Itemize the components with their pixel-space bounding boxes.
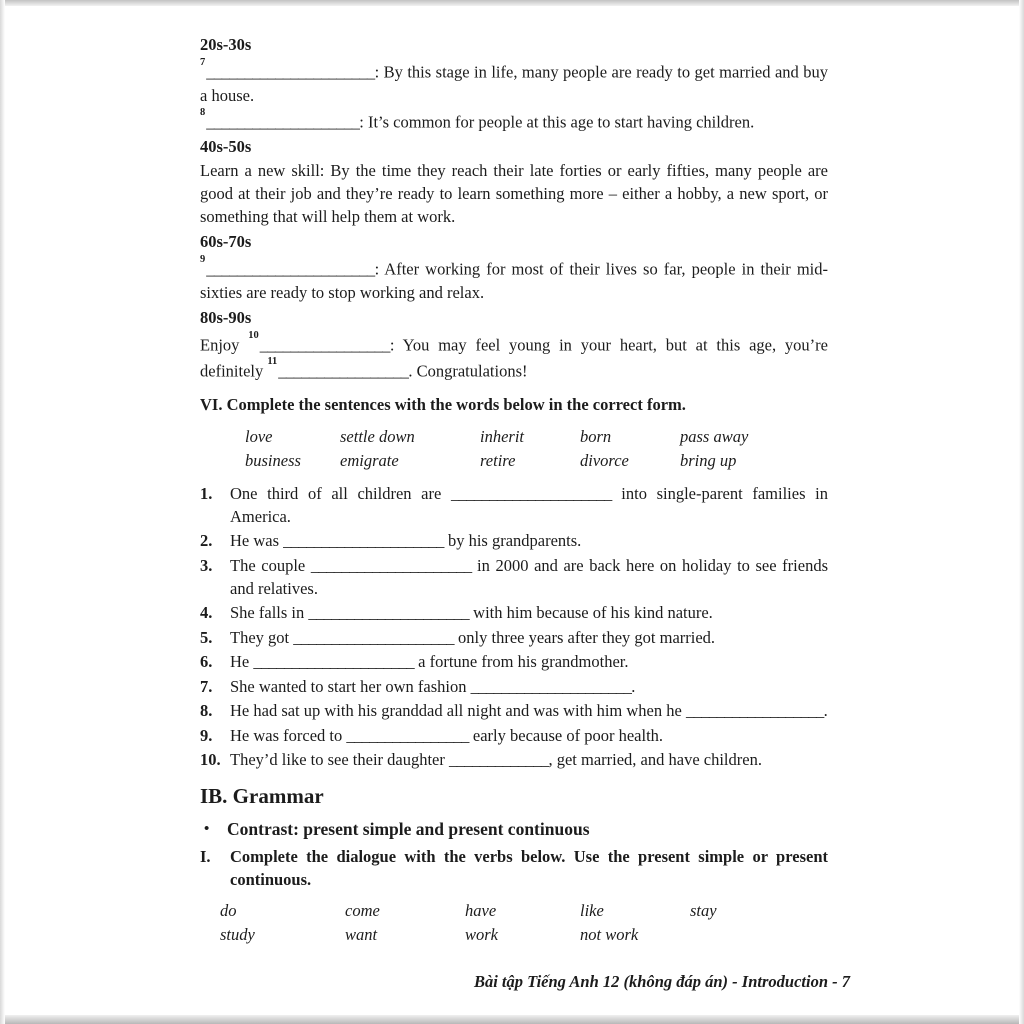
word-bank-word: inherit (480, 426, 524, 446)
word-bank-word: work (465, 925, 498, 944)
item-number: 3. (200, 555, 213, 575)
stage-heading-40s-50s: 40s-50s (200, 137, 252, 156)
word-bank-word: study (220, 925, 255, 944)
stage-40s-50s-paragraph: Learn a new skill: By the time they reach their late forties or early fifties, many people are good at their job and they’re ready to learn something more – either a hobby, a new sport, or something that will help them at work. (200, 161, 828, 226)
word-bank-word: retire (480, 450, 516, 470)
word-bank-word: have (465, 901, 497, 920)
item-pre: She falls in (230, 603, 309, 622)
item-post: a fortune from his grandmother. (414, 652, 629, 671)
sentence-item-10 (200, 748, 828, 771)
item-pre: They’d like to see their daughter (230, 750, 450, 769)
footer-text: Bài tập Tiếng Anh 12 (không đáp án) - Introduction - (473, 972, 842, 991)
item-post: only three years after they got married. (453, 627, 716, 647)
grammar-exercise-i-text: Complete the dialogue with the verbs below. Use the present simple or present continuous. (230, 847, 828, 889)
scan-edge-left (0, 0, 5, 1024)
item-pre: He was (230, 531, 284, 550)
word-bank-row (220, 899, 828, 923)
fill-item-7 (200, 57, 828, 107)
word-bank-word: not work (580, 925, 639, 944)
blank-number-7: 7 (200, 57, 206, 68)
item-text (230, 601, 828, 624)
item-number: 9. (200, 725, 213, 745)
fill-item-9-text: : After working for most of their lives so far, people in their mid-sixties are ready to stop working and relax. (200, 259, 828, 302)
word-bank-word: like (580, 901, 604, 920)
fill-10-mid: : You may feel young in your heart, but at this age, you’re definitely (200, 335, 828, 381)
stage-heading-20s-30s: 20s-30s (200, 35, 252, 54)
sentence-item-4 (200, 601, 828, 624)
word-bank-word: come (345, 901, 380, 920)
stage-heading-60s-70s: 60s-70s (200, 232, 252, 251)
blank-line-8: ____________________ (206, 112, 360, 131)
word-bank-word: emigrate (340, 450, 399, 470)
blank-line: _____________________ (310, 555, 472, 575)
blank-line: _____________________ (450, 483, 612, 503)
blank-line: _____________________ (253, 652, 415, 671)
grammar-exercise-i-title (200, 845, 828, 891)
word-bank-word: want (345, 925, 378, 944)
word-bank-exercise-vi (200, 425, 828, 473)
item-text (230, 482, 828, 528)
word-bank-word: love (245, 426, 273, 446)
item-post: with him because of his kind nature. (469, 603, 713, 622)
blank-line: _____________ (449, 750, 549, 769)
item-post: by his grandparents. (443, 531, 582, 550)
blank-line: __________________ (685, 701, 824, 720)
grammar-bullet-text: Contrast: present simple and present continuous (227, 819, 590, 839)
blank-line: _____________________ (293, 627, 454, 647)
item-text (230, 699, 828, 722)
item-number: 2. (200, 531, 213, 550)
exercise-vi-sentence-list (200, 482, 828, 772)
word-bank-word: bring up (680, 450, 737, 470)
word-bank-word: business (245, 450, 301, 470)
blank-line: _____________________ (470, 676, 632, 696)
item-number: 4. (200, 603, 213, 622)
word-bank-word: do (220, 901, 237, 920)
scan-edge-right (1019, 0, 1024, 1024)
item-pre: He (230, 652, 254, 671)
page-footer (200, 972, 850, 992)
item-number: 6. (200, 652, 213, 671)
sentence-item-1 (200, 482, 828, 528)
word-bank-row (245, 449, 828, 473)
word-bank-word: divorce (580, 450, 629, 470)
item-number: I. (200, 847, 211, 866)
item-number: 10. (200, 750, 221, 769)
sentence-item-3 (200, 554, 828, 600)
item-text (230, 554, 828, 600)
item-text (230, 626, 828, 649)
blank-number-9: 9 (200, 254, 206, 265)
blank-line: ________________ (346, 725, 469, 745)
item-pre: He was forced to (230, 725, 347, 745)
sentence-item-9 (200, 724, 828, 747)
item-post: , get married, and have children. (548, 750, 762, 769)
item-text (230, 529, 828, 552)
blank-line-10: _________________ (259, 335, 390, 354)
sentence-item-5 (200, 626, 828, 649)
word-bank-word: pass away (680, 426, 749, 446)
fill-item-7-text: : By this stage in life, many people are ready to get married and buy a house. (200, 62, 828, 105)
fill-item-8 (200, 107, 828, 134)
footer-page-number: 7 (841, 972, 850, 991)
blank-line-11: _________________ (278, 361, 409, 381)
scan-edge-bottom (0, 1015, 1024, 1024)
exercise-vi-title: VI. Complete the sentences with the words below in the correct form. (200, 394, 686, 414)
sentence-item-2 (200, 529, 828, 552)
word-bank-row (245, 425, 828, 449)
item-pre: The couple (230, 555, 311, 575)
item-pre: He had sat up with his granddad all night and was with him when he (230, 701, 686, 720)
item-number: 1. (200, 483, 213, 503)
fill-11-end: . Congratulations! (408, 361, 528, 381)
item-text (230, 748, 828, 771)
fill-item-9 (200, 254, 828, 304)
sentence-item-7 (200, 675, 828, 698)
blank-number-10: 10 (248, 329, 259, 341)
item-post: in 2000 and are back here on holiday to see friends and relatives. (230, 555, 828, 598)
scan-edge-top (0, 0, 1024, 6)
blank-line: _____________________ (308, 603, 470, 622)
word-bank-row (220, 923, 828, 947)
item-post: into single-parent families in America. (230, 483, 828, 526)
blank-line: _____________________ (283, 531, 444, 550)
item-text (230, 675, 828, 698)
word-bank-word: born (580, 426, 612, 446)
item-text (230, 650, 828, 673)
blank-number-11: 11 (267, 356, 278, 367)
grammar-bullet-line (200, 817, 828, 841)
item-number: 5. (200, 627, 213, 647)
sentence-item-8 (200, 699, 828, 722)
sentence-item-6 (200, 650, 828, 673)
blank-line-7: ______________________ (206, 62, 375, 82)
item-pre: She wanted to start her own fashion (230, 676, 471, 696)
item-text (230, 724, 828, 747)
fill-items-10-11 (200, 330, 828, 383)
item-post: early because of poor health. (468, 725, 664, 745)
blank-number-8: 8 (200, 106, 206, 118)
item-post: . (823, 701, 828, 720)
item-post: . (631, 676, 636, 696)
workbook-page-content (200, 33, 828, 947)
item-pre: They got (230, 627, 294, 647)
blank-line-9: ______________________ (206, 259, 375, 279)
word-bank-word: stay (690, 901, 717, 920)
fill-item-8-text: : It’s common for people at this age to start having children. (359, 112, 755, 131)
item-pre: One third of all children are (230, 483, 451, 503)
fill-10-pre: Enjoy (200, 335, 249, 354)
item-number: 8. (200, 701, 213, 720)
grammar-section-heading: IB. Grammar (200, 784, 324, 808)
word-bank-grammar (200, 899, 828, 947)
bullet-icon: • (204, 821, 210, 837)
item-number: 7. (200, 676, 213, 696)
stage-heading-80s-90s: 80s-90s (200, 307, 252, 327)
word-bank-word: settle down (340, 426, 415, 446)
